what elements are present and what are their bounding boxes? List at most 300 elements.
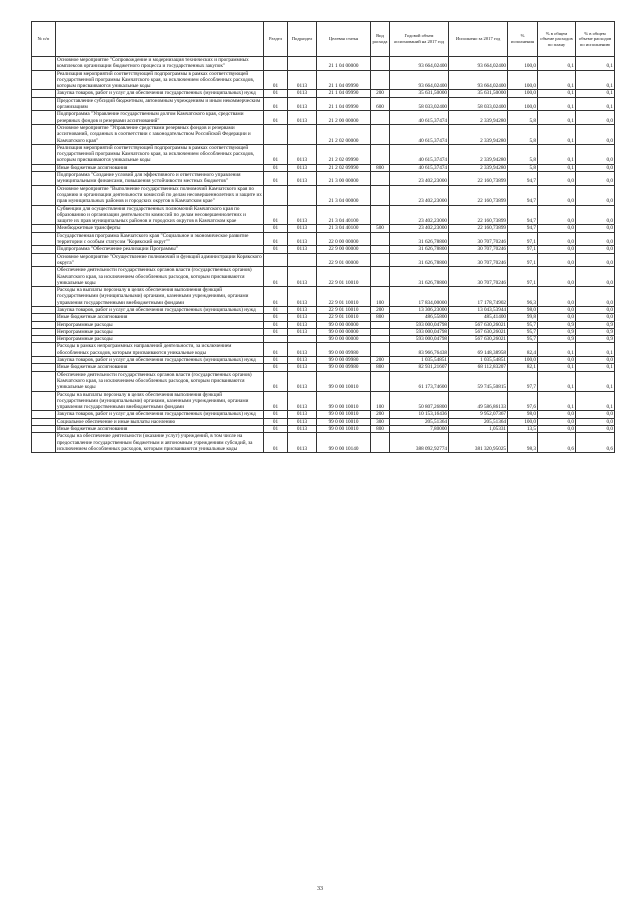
cell-pct: 5,8 <box>508 124 538 144</box>
cell-razdel <box>264 185 288 205</box>
cell-pct: 98,3 <box>508 433 538 453</box>
cell-share-plan: 0,0 <box>538 314 576 321</box>
cell-share-plan: 0,0 <box>538 418 576 425</box>
cell-fact: 205,51364 <box>449 418 508 425</box>
cell-pct: 97,1 <box>508 246 538 253</box>
cell-fact: 30 707,70246 <box>449 232 508 246</box>
cell-razdel: 01 <box>264 172 288 186</box>
cell-pct: 100,0 <box>508 90 538 97</box>
table-body <box>32 57 615 453</box>
cell-plan: 31 626,78800 <box>390 267 449 287</box>
cell-podrazdel: 0113 <box>288 343 317 357</box>
cell-csr: 99 0 00 09980 <box>317 357 371 364</box>
cell-plan: 593 000,04798 <box>390 321 449 328</box>
cell-pct: 100,0 <box>508 357 538 364</box>
cell-csr: 99 0 00 00000 <box>317 336 371 343</box>
cell-plan: 61 173,74600 <box>390 371 449 391</box>
cell-vr: 200 <box>371 411 390 418</box>
table-row <box>32 111 615 125</box>
cell-csr: 99 0 00 10010 <box>317 391 371 411</box>
cell-podrazdel <box>288 185 317 205</box>
cell-name: Подпрограмма "Управление государственным долгом Камчатского края, средствами резервных фондов и резервами ассигнований" <box>56 111 264 125</box>
cell-num <box>32 391 56 411</box>
cell-num <box>32 371 56 391</box>
cell-razdel <box>264 253 288 267</box>
cell-share-plan: 0,1 <box>538 144 576 164</box>
cell-share-fact: 0,0 <box>576 164 615 171</box>
cell-podrazdel: 0113 <box>288 287 317 307</box>
header-csr: Целевая статья <box>317 22 371 57</box>
cell-pct: 94,7 <box>508 172 538 186</box>
cell-name: Социальное обеспечение и иные выплаты населению <box>56 418 264 425</box>
cell-plan: 388 092,92774 <box>390 433 449 453</box>
cell-share-fact: 0,0 <box>576 306 615 313</box>
cell-num <box>32 267 56 287</box>
cell-share-plan: 0,9 <box>538 321 576 328</box>
cell-plan: 58 033,02400 <box>390 97 449 111</box>
cell-fact: 59 745,50815 <box>449 371 508 391</box>
cell-plan: 23 402,23000 <box>390 185 449 205</box>
cell-pct: 97,6 <box>508 391 538 411</box>
cell-fact: 22 160,73899 <box>449 185 508 205</box>
cell-csr: 22 9 01 00000 <box>317 253 371 267</box>
cell-razdel: 01 <box>264 371 288 391</box>
cell-razdel: 01 <box>264 418 288 425</box>
cell-vr <box>371 111 390 125</box>
header-razdel: Раздел <box>264 22 288 57</box>
cell-csr: 21 3 00 00000 <box>317 172 371 186</box>
cell-razdel: 01 <box>264 364 288 371</box>
budget-table <box>31 21 615 453</box>
table-row <box>32 246 615 253</box>
cell-plan: 31 626,78800 <box>390 232 449 246</box>
cell-razdel: 01 <box>264 144 288 164</box>
cell-share-fact: 0,0 <box>576 418 615 425</box>
cell-share-fact: 0,1 <box>576 391 615 411</box>
cell-vr <box>371 144 390 164</box>
cell-csr: 21 2 02 09990 <box>317 164 371 171</box>
cell-share-fact: 0,9 <box>576 328 615 335</box>
cell-pct: 82,4 <box>508 343 538 357</box>
cell-razdel: 01 <box>264 433 288 453</box>
cell-vr <box>371 205 390 225</box>
cell-pct: 97,7 <box>508 371 538 391</box>
cell-share-plan: 0,0 <box>538 267 576 287</box>
table-row <box>32 287 615 307</box>
cell-name: Обеспечение деятельности государственных органов власти (государственных органов) Камчатского края, за исключением обособленных расходов, которым присваиваются уникальные коды <box>56 371 264 391</box>
cell-podrazdel: 0113 <box>288 111 317 125</box>
cell-num <box>32 111 56 125</box>
table-row <box>32 70 615 90</box>
table-row <box>32 314 615 321</box>
table-row <box>32 357 615 364</box>
cell-vr <box>371 124 390 144</box>
cell-razdel: 01 <box>264 391 288 411</box>
cell-share-plan: 0,0 <box>538 253 576 267</box>
cell-num <box>32 124 56 144</box>
table-row <box>32 57 615 71</box>
cell-share-fact: 0,9 <box>576 336 615 343</box>
cell-share-fact: 0,0 <box>576 426 615 433</box>
cell-plan: 82 931,21607 <box>390 364 449 371</box>
cell-csr: 22 9 01 10010 <box>317 306 371 313</box>
cell-podrazdel: 0113 <box>288 97 317 111</box>
cell-share-fact: 0,0 <box>576 225 615 232</box>
cell-csr: 99 0 00 09980 <box>317 364 371 371</box>
cell-share-fact: 0,0 <box>576 253 615 267</box>
table-row <box>32 433 615 453</box>
cell-share-plan: 0,6 <box>538 433 576 453</box>
cell-share-fact: 0,0 <box>576 267 615 287</box>
cell-vr <box>371 246 390 253</box>
cell-pct: 100,0 <box>508 70 538 90</box>
cell-share-fact: 0,0 <box>576 232 615 246</box>
cell-razdel: 01 <box>264 314 288 321</box>
cell-name: Основное мероприятие "Осуществление полномочий и функций администрации Корякского округа" <box>57 253 262 266</box>
cell-name: Расходы на выплаты персоналу в целях обеспечения выполнения функций государственными (муниципальными) органами, казенными учреждениями, органами управления государственными внебюджетными фондами <box>56 391 264 411</box>
cell-podrazdel: 0113 <box>288 225 317 232</box>
cell-pct: 5,8 <box>508 144 538 164</box>
cell-num <box>32 70 56 90</box>
cell-plan: 7,80000 <box>390 426 449 433</box>
cell-csr: 21 1 04 00000 <box>317 57 371 71</box>
cell-plan: 40 615,37474 <box>390 124 449 144</box>
cell-fact: 485,41400 <box>449 314 508 321</box>
cell-plan: 13 306,23000 <box>390 306 449 313</box>
table-row <box>32 306 615 313</box>
cell-name: Закупка товаров, работ и услуг для обеспечения государственных (муниципальных) нужд <box>56 411 264 418</box>
cell-share-fact: 0,0 <box>576 205 615 225</box>
cell-pct: 98,0 <box>508 411 538 418</box>
cell-csr: 21 2 02 09990 <box>317 144 371 164</box>
cell-share-plan: 0,1 <box>538 343 576 357</box>
cell-plan: 31 626,78800 <box>390 253 449 267</box>
cell-share-plan: 0,1 <box>538 111 576 125</box>
cell-plan: 93 664,02400 <box>390 57 449 71</box>
cell-share-plan: 0,0 <box>538 426 576 433</box>
cell-csr: 21 3 04 40100 <box>317 205 371 225</box>
cell-share-fact: 0,1 <box>576 57 615 71</box>
cell-share-fact: 0,0 <box>576 287 615 307</box>
cell-pct: 13,5 <box>508 426 538 433</box>
cell-fact: 1 035,54851 <box>449 357 508 364</box>
cell-share-plan: 0,0 <box>538 185 576 205</box>
cell-name: Закупка товаров, работ и услуг для обеспечения государственных (муниципальных) нужд <box>56 90 264 97</box>
cell-pct: 94,7 <box>508 205 538 225</box>
cell-csr: 99 0 00 10010 <box>317 371 371 391</box>
cell-share-fact: 0,0 <box>576 185 615 205</box>
cell-share-plan: 0,0 <box>538 411 576 418</box>
cell-pct: 100,0 <box>508 418 538 425</box>
cell-num <box>32 57 56 71</box>
cell-num <box>32 172 56 186</box>
cell-podrazdel <box>288 253 317 267</box>
cell-razdel: 01 <box>264 246 288 253</box>
cell-podrazdel: 0113 <box>288 314 317 321</box>
cell-share-fact: 0,0 <box>576 246 615 253</box>
cell-name: Расходы в рамках непрограммных направлений деятельности, за исключением обособленных расходов, которым присваиваются уникальные коды <box>56 343 264 357</box>
table-row <box>32 321 615 328</box>
cell-podrazdel: 0113 <box>288 306 317 313</box>
cell-num <box>32 287 56 307</box>
table-row <box>32 253 615 267</box>
cell-pct: 100,0 <box>508 57 538 71</box>
cell-share-plan: 0,1 <box>538 90 576 97</box>
cell-vr <box>371 336 390 343</box>
cell-podrazdel: 0113 <box>288 70 317 90</box>
cell-razdel: 01 <box>264 111 288 125</box>
cell-vr: 200 <box>371 357 390 364</box>
cell-vr <box>371 172 390 186</box>
header-podrazdel: Подраздел <box>288 22 317 57</box>
cell-share-fact: 0,0 <box>576 124 615 144</box>
cell-razdel: 01 <box>264 70 288 90</box>
cell-share-plan: 0,1 <box>538 124 576 144</box>
cell-razdel: 01 <box>264 321 288 328</box>
table-header-row <box>32 22 615 57</box>
cell-vr <box>371 267 390 287</box>
cell-vr <box>371 371 390 391</box>
cell-plan: 93 664,02400 <box>390 70 449 90</box>
header-share-fact: % в общем объеме расходов по исполнению <box>576 22 615 57</box>
table-row <box>32 90 615 97</box>
cell-razdel: 01 <box>264 343 288 357</box>
table-row <box>32 164 615 171</box>
table-row <box>32 343 615 357</box>
cell-num <box>32 357 56 364</box>
cell-share-fact: 0,9 <box>576 321 615 328</box>
cell-fact: 13 043,53944 <box>449 306 508 313</box>
cell-razdel: 01 <box>264 328 288 335</box>
cell-plan: 40 615,37474 <box>390 144 449 164</box>
cell-csr: 21 3 04 00000 <box>317 185 371 205</box>
cell-plan: 23 402,23000 <box>390 172 449 186</box>
table-row <box>32 172 615 186</box>
cell-share-fact: 0,0 <box>576 314 615 321</box>
cell-vr: 800 <box>371 364 390 371</box>
cell-csr: 99 0 00 00000 <box>317 321 371 328</box>
cell-num <box>32 336 56 343</box>
cell-vr: 200 <box>371 90 390 97</box>
cell-podrazdel: 0113 <box>288 321 317 328</box>
cell-podrazdel: 0113 <box>288 357 317 364</box>
cell-name: Расходы на выплаты персоналу в целях обеспечения выполнения функций государственными (муниципальными) органами, казенными учреждениями, органами управления государственными внебюджетными фондами <box>56 287 264 307</box>
table-row <box>32 97 615 111</box>
cell-fact: 2 339,94280 <box>449 124 508 144</box>
cell-csr: 99 0 00 10010 <box>317 418 371 425</box>
cell-name: Иные бюджетные ассигнования <box>56 314 264 321</box>
cell-name: Межбюджетные трансферты <box>56 225 264 232</box>
cell-vr: 500 <box>371 225 390 232</box>
cell-razdel: 01 <box>264 205 288 225</box>
cell-num <box>32 225 56 232</box>
table-row <box>32 328 615 335</box>
cell-csr: 22 0 00 00000 <box>317 232 371 246</box>
cell-num <box>32 253 56 267</box>
cell-csr: 21 1 04 09990 <box>317 90 371 97</box>
cell-fact: 1,05331 <box>449 426 508 433</box>
cell-vr: 800 <box>371 314 390 321</box>
cell-name: Непрограммные расходы <box>56 321 264 328</box>
cell-num <box>32 246 56 253</box>
cell-fact: 22 160,73899 <box>449 205 508 225</box>
cell-num <box>32 205 56 225</box>
table-row <box>32 391 615 411</box>
cell-fact: 93 664,02400 <box>449 70 508 90</box>
table-row <box>32 411 615 418</box>
cell-num <box>32 364 56 371</box>
cell-podrazdel: 0113 <box>288 418 317 425</box>
cell-plan: 10 153,16436 <box>390 411 449 418</box>
cell-share-fact: 0,1 <box>576 70 615 90</box>
cell-fact: 567 630,26021 <box>449 336 508 343</box>
cell-podrazdel: 0113 <box>288 232 317 246</box>
cell-csr: 22 9 00 00000 <box>317 246 371 253</box>
cell-pct: 98,0 <box>508 306 538 313</box>
cell-razdel: 01 <box>264 225 288 232</box>
cell-podrazdel: 0113 <box>288 328 317 335</box>
cell-razdel: 01 <box>264 411 288 418</box>
cell-vr: 100 <box>371 287 390 307</box>
cell-share-plan: 0,1 <box>538 97 576 111</box>
cell-share-plan: 0,1 <box>538 364 576 371</box>
cell-csr: 99 0 00 09980 <box>317 343 371 357</box>
cell-pct: 82,1 <box>508 364 538 371</box>
cell-name: Иные бюджетные ассигнования <box>56 426 264 433</box>
cell-share-fact: 0,0 <box>576 144 615 164</box>
cell-plan: 40 615,37474 <box>390 111 449 125</box>
cell-podrazdel: 0113 <box>288 205 317 225</box>
cell-share-plan: 0,0 <box>538 287 576 307</box>
cell-pct: 100,0 <box>508 97 538 111</box>
header-share-plan: % в общем объеме расходов по плану <box>538 22 576 57</box>
cell-num <box>32 411 56 418</box>
cell-podrazdel: 0113 <box>288 433 317 453</box>
cell-vr: 800 <box>371 164 390 171</box>
cell-fact: 30 707,70246 <box>449 267 508 287</box>
cell-fact: 2 339,94280 <box>449 111 508 125</box>
cell-fact: 58 033,02400 <box>449 97 508 111</box>
cell-podrazdel: 0113 <box>288 391 317 411</box>
cell-csr: 99 0 00 00000 <box>317 328 371 335</box>
table-row <box>32 205 615 225</box>
cell-num <box>32 164 56 171</box>
table-row <box>32 144 615 164</box>
cell-csr: 21 2 02 00000 <box>317 124 371 144</box>
cell-plan: 31 626,78800 <box>390 246 449 253</box>
cell-razdel: 01 <box>264 90 288 97</box>
page-number: 33 <box>317 886 323 892</box>
cell-razdel: 01 <box>264 306 288 313</box>
cell-csr: 22 9 01 10010 <box>317 314 371 321</box>
cell-vr <box>371 328 390 335</box>
cell-razdel: 01 <box>264 232 288 246</box>
cell-vr <box>371 321 390 328</box>
cell-num <box>32 306 56 313</box>
cell-vr <box>371 185 390 205</box>
cell-csr: 21 1 04 09990 <box>317 70 371 90</box>
cell-share-fact: 0,1 <box>576 364 615 371</box>
cell-name: Государственная программа Камчатского края "Социальное и экономическое развитие территории с особым статусом "Корякский округ"" <box>56 232 264 246</box>
cell-name: Непрограммные расходы <box>56 328 264 335</box>
cell-share-fact: 0,0 <box>576 357 615 364</box>
cell-name: Иные бюджетные ассигнования <box>56 164 264 171</box>
cell-razdel <box>264 124 288 144</box>
cell-podrazdel: 0113 <box>288 246 317 253</box>
cell-num <box>32 232 56 246</box>
cell-num <box>32 97 56 111</box>
cell-fact: 93 664,02400 <box>449 57 508 71</box>
cell-vr <box>371 232 390 246</box>
cell-vr: 600 <box>371 97 390 111</box>
cell-podrazdel: 0113 <box>288 364 317 371</box>
cell-pct: 97,1 <box>508 253 538 267</box>
cell-plan: 486,55800 <box>390 314 449 321</box>
cell-share-plan: 0,0 <box>538 225 576 232</box>
cell-name: Непрограммные расходы <box>56 336 264 343</box>
cell-share-fact: 0,0 <box>576 411 615 418</box>
cell-razdel: 01 <box>264 426 288 433</box>
cell-fact: 49 586,86133 <box>449 391 508 411</box>
cell-share-plan: 0,1 <box>538 391 576 411</box>
cell-pct: 97,1 <box>508 232 538 246</box>
cell-csr: 99 0 00 10140 <box>317 433 371 453</box>
cell-vr <box>371 70 390 90</box>
cell-plan: 17 834,00000 <box>390 287 449 307</box>
cell-num <box>32 328 56 335</box>
header-pct: % исполнения <box>508 22 538 57</box>
cell-csr: 99 0 00 10010 <box>317 426 371 433</box>
cell-share-plan: 0,1 <box>538 70 576 90</box>
cell-razdel: 01 <box>264 164 288 171</box>
cell-pct: 94,7 <box>508 225 538 232</box>
cell-plan: 205,51364 <box>390 418 449 425</box>
cell-share-fact: 0,0 <box>576 172 615 186</box>
cell-share-plan: 0,9 <box>538 336 576 343</box>
cell-podrazdel <box>288 124 317 144</box>
cell-pct: 95,7 <box>508 321 538 328</box>
cell-podrazdel: 0113 <box>288 426 317 433</box>
cell-vr: 200 <box>371 306 390 313</box>
cell-csr: 21 1 04 09990 <box>317 97 371 111</box>
cell-share-plan: 0,0 <box>538 205 576 225</box>
cell-plan: 1 035,54851 <box>390 357 449 364</box>
cell-share-plan: 0,1 <box>538 164 576 171</box>
cell-name: Основное мероприятие "Выполнение государственных полномочий Камчатского края по созданию и организации деятельности комиссий по делам несовершеннолетних и защите их прав муниципальных районов и городских округов в Камчатском крае" <box>57 185 262 205</box>
cell-name: Закупка товаров, работ и услуг для обеспечения государственных (муниципальных) нужд <box>56 306 264 313</box>
cell-plan: 23 402,23000 <box>390 225 449 232</box>
cell-num <box>32 426 56 433</box>
cell-csr: 22 9 01 10010 <box>317 267 371 287</box>
cell-pct: 94,7 <box>508 185 538 205</box>
table-row <box>32 267 615 287</box>
cell-share-fact: 0,0 <box>576 111 615 125</box>
table-row <box>32 371 615 391</box>
cell-num <box>32 144 56 164</box>
cell-num <box>32 343 56 357</box>
cell-vr: 800 <box>371 426 390 433</box>
cell-razdel: 01 <box>264 287 288 307</box>
cell-fact: 567 630,26021 <box>449 321 508 328</box>
cell-name: Закупка товаров, работ и услуг для обеспечения государственных (муниципальных) нужд <box>56 357 264 364</box>
cell-plan: 23 402,23000 <box>390 205 449 225</box>
cell-csr: 22 9 01 10010 <box>317 287 371 307</box>
cell-plan: 50 807,26800 <box>390 391 449 411</box>
table-row <box>32 336 615 343</box>
cell-fact: 69 148,38958 <box>449 343 508 357</box>
table-row <box>32 418 615 425</box>
cell-num <box>32 90 56 97</box>
